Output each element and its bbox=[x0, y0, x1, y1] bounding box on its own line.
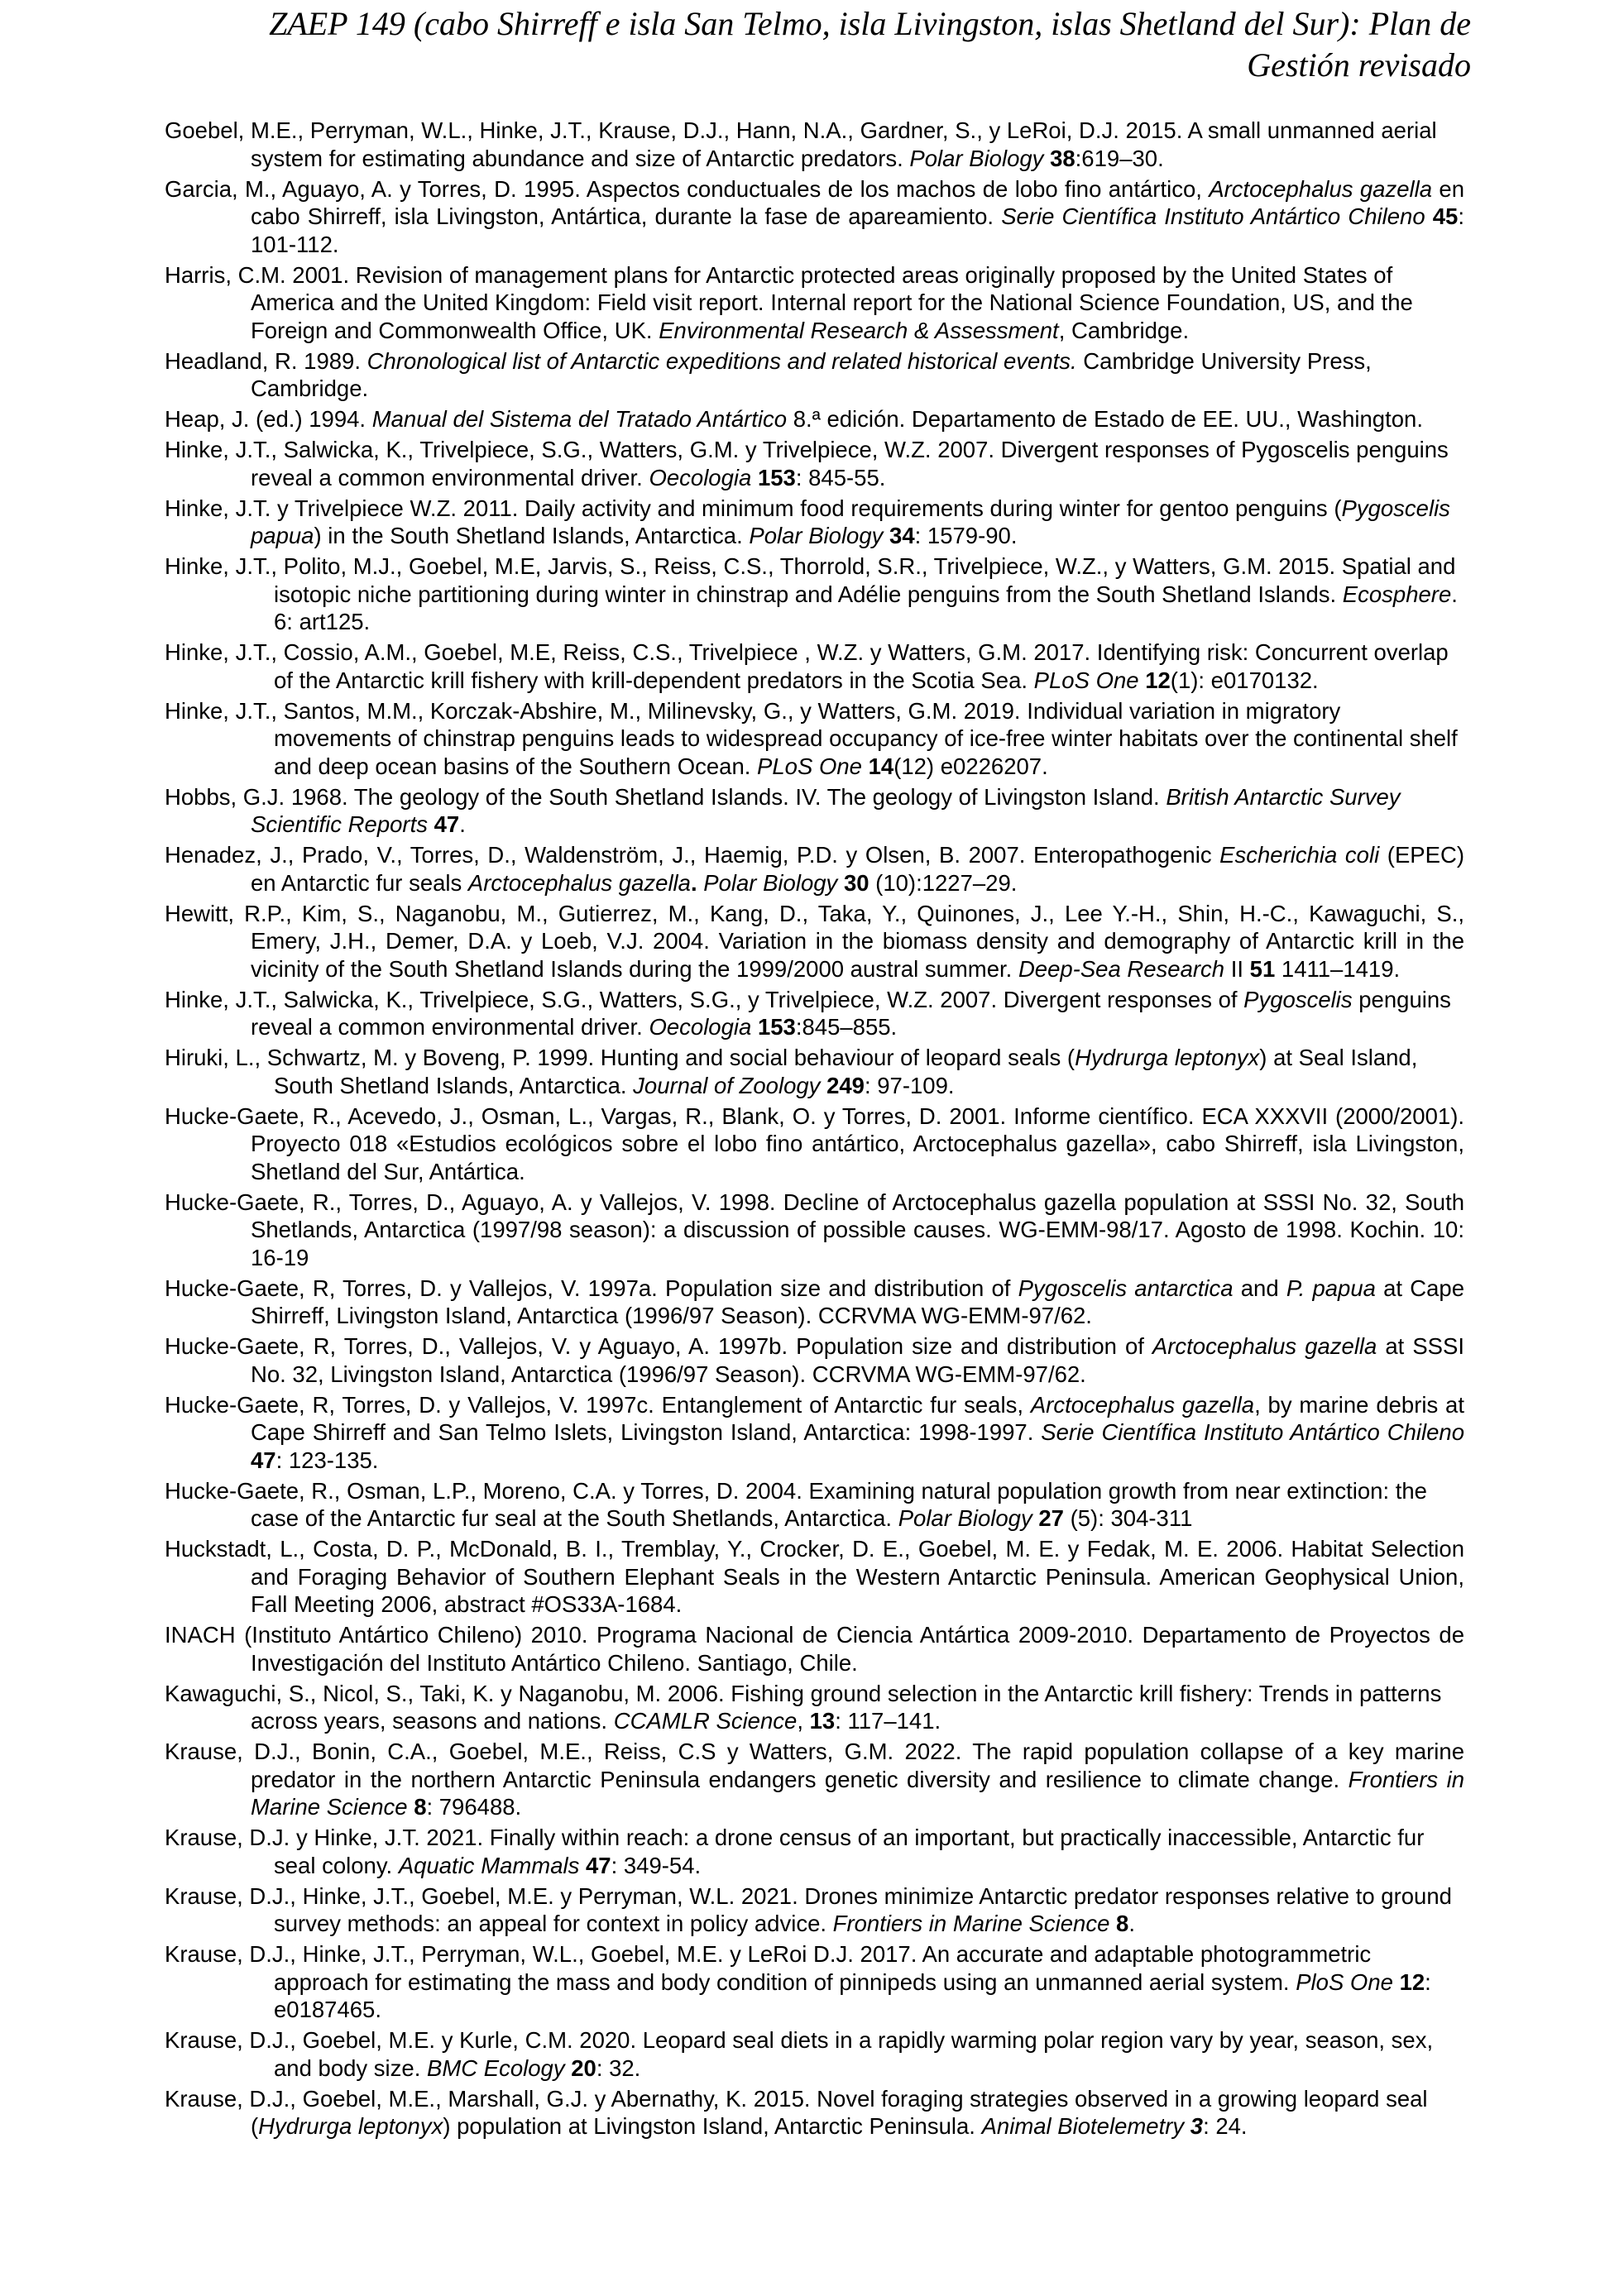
reference-entry bbox=[165, 1621, 1464, 1677]
reference-text: Hinke, J.T. y Trivelpiece W.Z. 2011. Daily activity and minimum food requirements during winter for gentoo penguins ( bbox=[165, 495, 1342, 521]
reference-text: Cambridge University Press, Cambridge. bbox=[251, 347, 1372, 401]
reference-text: 8 bbox=[1116, 1911, 1129, 1936]
reference-entry bbox=[165, 1738, 1464, 1821]
reference-entry bbox=[165, 2026, 1464, 2082]
reference-entry bbox=[165, 552, 1464, 636]
reference-text: . 6: art125. bbox=[274, 581, 1458, 634]
reference-text: 1411–1419. bbox=[1275, 955, 1401, 982]
reference-text: Polar Biology bbox=[898, 1505, 1032, 1531]
reference-text: Aquatic Mammals bbox=[398, 1852, 580, 1878]
reference-text: INACH (Instituto Antártico Chileno) 2010. Programa Nacional de Ciencia Antártica 2009-2010. Departamento de Proyectos de Investigación del Instituto Antártico Chileno. Santiago, Chile. bbox=[165, 1622, 1464, 1676]
reference-text: 30 bbox=[843, 869, 869, 896]
reference-entry bbox=[165, 900, 1464, 983]
reference-text: (EPEC) en Antarctic fur seals bbox=[251, 842, 1464, 896]
reference-text: , by marine debris at Cape Shirreff and San Telmo Islets, Livingston Island, Antarctica: 1998-1997. bbox=[251, 1391, 1464, 1445]
reference-entry bbox=[165, 1275, 1464, 1330]
reference-text: Krause, D.J., Hinke, J.T., Goebel, M.E. y Perryman, W.L. 2021. Drones minimize Antarctic predator responses relative to ground survey methods: an appeal for context in policy advice. bbox=[165, 1882, 1452, 1936]
reference-text: : 97-109. bbox=[864, 1072, 955, 1098]
reference-text: (12) e0226207. bbox=[893, 753, 1048, 779]
reference-text bbox=[820, 1073, 826, 1098]
reference-text: , bbox=[797, 1708, 810, 1734]
reference-text: Hydrurga leptonyx bbox=[258, 2113, 443, 2139]
reference-text: Manual del Sistema del Tratado Antártico bbox=[371, 406, 788, 432]
reference-text: Arctocephalus gazella bbox=[467, 869, 691, 896]
reference-text bbox=[1184, 2113, 1190, 2139]
reference-entry bbox=[165, 697, 1464, 781]
reference-entry bbox=[165, 261, 1464, 345]
reference-text: Hinke, J.T., Santos, M.M., Korczak-Abshire, M., Milinevsky, G., y Watters, G.M. 2019. Individual variation in migratory movements of chinstrap penguins leads to widespread occupancy of ice-free winter habitats over the continental shelf and deep ocean basins of the Southern Ocean. bbox=[165, 697, 1458, 779]
reference-text: Krause, D.J. y Hinke, J.T. 2021. Finally within reach: a drone census of an important, but practically inaccessible, Antarctic fur seal colony. bbox=[165, 1825, 1425, 1878]
reference-text: Krause, D.J., Hinke, J.T., Perryman, W.L., Goebel, M.E. y LeRoi D.J. 2017. An accurate and adaptable photogrammetric approach for estimating the mass and body condition of pinnipeds using an unmanned aerial system. bbox=[165, 1941, 1372, 1995]
reference-entry bbox=[165, 117, 1464, 172]
reference-text: PloS One bbox=[1296, 1968, 1393, 1995]
reference-text: Hinke, J.T., Polito, M.J., Goebel, M.E, Jarvis, S., Reiss, C.S., Thorrold, S.R., Trivelpiece, W.Z., y Watters, G.M. 2015. Spatial and isotopic niche partitioning during winter in chinstrap and Adélie penguins from the South Shetland Islands. bbox=[165, 553, 1456, 607]
reference-text: Krause, D.J., Goebel, M.E. y Kurle, C.M. 2020. Leopard seal diets in a rapidly warming polar region vary by year, season, sex, and body size. bbox=[165, 2027, 1434, 2081]
reference-entry bbox=[165, 783, 1464, 839]
reference-text: en cabo Shirreff, isla Livingston, Antártica, durante la fase de apareamiento. bbox=[251, 175, 1464, 229]
header-line-2: Gestión revisado bbox=[1247, 46, 1471, 84]
reference-text: . bbox=[1128, 1911, 1135, 1936]
reference-text: Garcia, M., Aguayo, A. y Torres, D. 1995. Aspectos conductuales de los machos de lobo fino antártico, bbox=[165, 175, 1210, 202]
reference-text: . bbox=[459, 811, 466, 837]
reference-text: 51 bbox=[1249, 955, 1276, 982]
reference-text: Pygoscelis bbox=[1243, 986, 1353, 1012]
reference-text: Frontiers in Marine Science bbox=[251, 1766, 1464, 1820]
reference-text: Hinke, J.T., Cossio, A.M., Goebel, M.E, Reiss, C.S., Trivelpiece , W.Z. y Watters, G.M. 2017. Identifying risk: Concurrent overlap of the Antarctic krill fishery with krill-dependent predators in the Scotia Sea. bbox=[165, 639, 1449, 693]
reference-entry bbox=[165, 1189, 1464, 1272]
reference-text: Goebel, M.E., Perryman, W.L., Hinke, J.T., Krause, D.J., Hann, N.A., Gardner, S., y LeRoi, D.J. 2015. A small unmanned aerial system for estimating abundance and size of Antarctic predators. bbox=[165, 117, 1437, 171]
reference-text: 20 bbox=[571, 2054, 596, 2081]
reference-text: British Antarctic Survey Scientific Reports bbox=[251, 783, 1401, 837]
page-header bbox=[230, 3, 1471, 86]
reference-text: at Cape Shirreff, Livingston Island, Antarctica (1996/97 Season). CCRVMA WG-EMM-97/62. bbox=[251, 1275, 1464, 1328]
reference-text: 153 bbox=[757, 1014, 796, 1040]
reference-text: Krause, D.J., Bonin, C.A., Goebel, M.E., Reiss, C.S y Watters, G.M. 2022. The rapid population collapse of a key marine predator in the northern Antarctic Peninsula endangers genetic diversity and resilience to climate change. bbox=[165, 1739, 1464, 1792]
reference-text: : e0187465. bbox=[274, 1968, 1431, 2022]
reference-text: 47 bbox=[251, 1447, 276, 1473]
reference-text: Heap, J. (ed.) 1994. bbox=[165, 406, 372, 432]
reference-text: Krause, D.J., Goebel, M.E., Marshall, G.J. y Abernathy, K. 2015. Novel foraging strategies observed in a growing leopard seal ( bbox=[165, 2085, 1428, 2139]
reference-text: Pygoscelis papua bbox=[251, 495, 1450, 548]
reference-text: : 117–141. bbox=[835, 1708, 941, 1734]
reference-text: penguins reveal a common environmental driver. bbox=[251, 986, 1451, 1040]
reference-text: Arctocephalus gazella bbox=[1152, 1333, 1377, 1359]
reference-entry bbox=[165, 1391, 1464, 1475]
reference-text: Huckstadt, L., Costa, D. P., McDonald, B. I., Tremblay, Y., Crocker, D. E., Goebel, M. E. y Fedak, M. E. 2006. Habitat Selection and Foraging Behavior of Southern Elephant Seals in the Western Antarctic Peninsula. American Geophysical Union, Fall Meeting 2006, abstract #OS33A-1684. bbox=[165, 1536, 1464, 1617]
reference-entry bbox=[165, 986, 1464, 1041]
reference-text: II bbox=[1224, 955, 1250, 982]
reference-text: 45 bbox=[1432, 203, 1459, 229]
reference-text: CCAMLR Science bbox=[613, 1708, 798, 1734]
header-line-1: ZAEP 149 (cabo Shirreff e isla San Telmo, isla Livingston, islas Shetland del Sur): Plan de bbox=[269, 5, 1471, 42]
reference-entry bbox=[165, 1824, 1464, 1879]
reference-text: , Cambridge. bbox=[1058, 317, 1190, 343]
reference-text: 8 bbox=[414, 1794, 427, 1820]
reference-text: : 123-135. bbox=[275, 1447, 379, 1473]
reference-text: Headland, R. 1989. bbox=[165, 347, 367, 374]
reference-text: 12 bbox=[1145, 667, 1171, 693]
reference-text bbox=[862, 753, 869, 779]
reference-text: :845–855. bbox=[795, 1014, 898, 1040]
reference-text: 47 bbox=[586, 1852, 611, 1878]
reference-entry bbox=[165, 495, 1464, 550]
reference-text: ) at Seal Island, South Shetland Islands, Antarctica. bbox=[274, 1045, 1418, 1098]
reference-text: ) in the South Shetland Islands, Antarctica. bbox=[314, 523, 750, 548]
reference-text bbox=[1393, 1969, 1400, 1995]
reference-text: Oecologia bbox=[649, 1014, 752, 1040]
reference-text: 249 bbox=[826, 1072, 865, 1098]
reference-text: . bbox=[690, 869, 704, 896]
reference-entry bbox=[165, 1044, 1464, 1099]
reference-text: Oecologia bbox=[649, 464, 758, 490]
reference-text bbox=[579, 1853, 586, 1878]
reference-text: 38 bbox=[1050, 145, 1075, 171]
reference-text: Hucke-Gaete, R, Torres, D. y Vallejos, V. 1997a. Population size and distribution of bbox=[165, 1275, 1018, 1301]
reference-text: : 845-55. bbox=[795, 464, 886, 490]
reference-entry bbox=[165, 347, 1464, 403]
reference-text: : 796488. bbox=[426, 1794, 522, 1820]
reference-text: (10):1227–29. bbox=[869, 869, 1018, 896]
reference-text: Polar Biology bbox=[749, 523, 890, 548]
reference-entry bbox=[165, 405, 1464, 433]
reference-text: Serie Científica Instituto Antártico Chileno bbox=[1001, 203, 1433, 229]
reference-text: Hucke-Gaete, R, Torres, D. y Vallejos, V. 1997c. Entanglement of Antarctic fur seals, bbox=[165, 1391, 1031, 1418]
reference-text: BMC Ecology bbox=[426, 2054, 565, 2081]
reference-text: Hinke, J.T., Salwicka, K., Trivelpiece, S.G., Watters, S.G., y Trivelpiece, W.Z. 2007. Divergent responses of bbox=[165, 986, 1244, 1012]
reference-list bbox=[165, 117, 1464, 2143]
reference-entry bbox=[165, 639, 1464, 694]
reference-text: 47 bbox=[434, 811, 460, 837]
reference-entry bbox=[165, 1103, 1464, 1186]
reference-text: Polar Biology bbox=[703, 869, 838, 896]
reference-text: Arctocephalus gazella bbox=[1209, 175, 1433, 202]
reference-text: Polar Biology bbox=[909, 145, 1051, 171]
reference-text: Hiruki, L., Schwartz, M. y Boveng, P. 1999. Hunting and social behaviour of leopard seals ( bbox=[165, 1045, 1075, 1070]
reference-entry bbox=[165, 175, 1464, 259]
reference-entry bbox=[165, 841, 1464, 897]
reference-text: Hucke-Gaete, R., Torres, D., Aguayo, A. y Vallejos, V. 1998. Decline of Arctocephalus gazella population at SSSI No. 32, South Shetlands, Antarctica (1997/98 season): a discussion of possible causes. WG-EMM-98/17. Agosto de 1998. Kochin. 10: 16-19 bbox=[165, 1189, 1464, 1270]
reference-text: Henadez, J., Prado, V., Torres, D., Waldenström, J., Haemig, P.D. y Olsen, B. 2007. Enteropathogenic bbox=[165, 842, 1220, 868]
reference-text: Chronological list of Antarctic expeditions and related historical events. bbox=[366, 347, 1077, 374]
reference-entry bbox=[165, 1940, 1464, 2024]
reference-text: Deep-Sea Research bbox=[1018, 955, 1225, 982]
reference-text: Environmental Research & Assessment bbox=[659, 317, 1059, 343]
reference-text: Journal of Zoology bbox=[633, 1072, 821, 1098]
reference-text: at SSSI No. 32, Livingston Island, Antarctica (1996/97 Season). CCRVMA WG-EMM-97/62. bbox=[251, 1333, 1464, 1387]
reference-text: Pygoscelis antarctica bbox=[1018, 1275, 1234, 1301]
reference-text: Escherichia coli bbox=[1219, 842, 1380, 868]
reference-text: : 349-54. bbox=[611, 1852, 702, 1878]
reference-text: Hydrurga leptonyx bbox=[1075, 1045, 1260, 1070]
reference-text: Serie Científica Instituto Antártico Chileno bbox=[1041, 1419, 1464, 1445]
reference-text: (1): e0170132. bbox=[1170, 667, 1319, 693]
reference-entry bbox=[165, 2085, 1464, 2141]
reference-text: Ecosphere bbox=[1342, 581, 1452, 607]
reference-text: 153 bbox=[757, 464, 796, 490]
reference-text: PLoS One bbox=[1033, 667, 1139, 693]
reference-text: 3 bbox=[1190, 2113, 1204, 2139]
reference-entry bbox=[165, 1680, 1464, 1735]
reference-text: Hewitt, R.P., Kim, S., Naganobu, M., Gutierrez, M., Kang, D., Taka, Y., Quinones, J., Lee Y.-H., Shin, H.-C., Kawaguchi, S., Emery, J.H., Demer, D.A. y Loeb, V.J. 2004. Variation in the biomass density and demography of Antarctic krill in the vicinity of the South Shetland Islands during the 1999/2000 austral summer. bbox=[165, 900, 1464, 982]
reference-text: 34 bbox=[889, 523, 915, 548]
reference-text: and bbox=[1233, 1275, 1286, 1301]
reference-entry bbox=[165, 436, 1464, 491]
reference-text: PLoS One bbox=[757, 753, 862, 779]
reference-text: Hobbs, G.J. 1968. The geology of the South Shetland Islands. IV. The geology of Livingston Island. bbox=[165, 783, 1167, 810]
reference-text: 27 bbox=[1038, 1505, 1064, 1531]
reference-text: Arctocephalus gazella bbox=[1030, 1391, 1255, 1418]
reference-entry bbox=[165, 1332, 1464, 1388]
reference-text: : 24. bbox=[1203, 2113, 1248, 2139]
reference-text: 8.ª edición. Departamento de Estado de EE. UU., Washington. bbox=[787, 406, 1423, 432]
reference-text: ) population at Livingston Island, Antarctic Peninsula. bbox=[443, 2113, 982, 2139]
reference-entry bbox=[165, 1882, 1464, 1938]
reference-text: P. papua bbox=[1286, 1275, 1376, 1301]
reference-text: Hucke-Gaete, R, Torres, D., Vallejos, V. y Aguayo, A. 1997b. Population size and distribution of bbox=[165, 1333, 1152, 1359]
reference-text: Animal Biotelemetry bbox=[981, 2113, 1185, 2139]
reference-text: Hucke-Gaete, R., Osman, L.P., Moreno, C.A. y Torres, D. 2004. Examining natural population growth from near extinction: the case of the Antarctic fur seal at the South Shetlands, Antarctica. bbox=[165, 1477, 1427, 1531]
reference-text bbox=[837, 870, 844, 896]
reference-text bbox=[751, 1014, 758, 1040]
reference-entry bbox=[165, 1477, 1464, 1533]
reference-text: : 32. bbox=[596, 2054, 641, 2081]
reference-text: : 1579-90. bbox=[914, 523, 1018, 548]
reference-text: Hinke, J.T., Salwicka, K., Trivelpiece, S.G., Watters, G.M. y Trivelpiece, W.Z. 2007. Divergent responses of Pygoscelis penguins reveal a common environmental driver. bbox=[165, 437, 1449, 490]
reference-entry bbox=[165, 1535, 1464, 1619]
reference-text: Kawaguchi, S., Nicol, S., Taki, K. y Naganobu, M. 2006. Fishing ground selection in the Antarctic krill fishery: Trends in patterns across years, seasons and nations. bbox=[165, 1680, 1442, 1734]
reference-text: Harris, C.M. 2001. Revision of management plans for Antarctic protected areas originally proposed by the United States of America and the United Kingdom: Field visit report. Internal report for the National Science Foundation, US, and the Foreign and Commonwealth Office, UK. bbox=[165, 261, 1413, 343]
reference-text: (5): 304-311 bbox=[1063, 1505, 1193, 1531]
reference-text bbox=[1109, 1911, 1116, 1936]
reference-text: 14 bbox=[868, 753, 894, 779]
reference-text: : 101-112. bbox=[251, 203, 1464, 257]
reference-text: :619–30. bbox=[1075, 145, 1164, 171]
reference-text: Frontiers in Marine Science bbox=[832, 1911, 1110, 1936]
reference-text: 13 bbox=[809, 1708, 836, 1734]
reference-text: 12 bbox=[1399, 1968, 1425, 1995]
reference-text: Hucke-Gaete, R., Acevedo, J., Osman, L., Vargas, R., Blank, O. y Torres, D. 2001. Informe científico. ECA XXXVII (2000/2001). Proyecto 018 «Estudios ecológicos sobre el lobo fino antártico, Arctocephalus gazella», cabo Shirreff, isla Livingston, Shetland del Sur, Antártica. bbox=[165, 1103, 1464, 1184]
